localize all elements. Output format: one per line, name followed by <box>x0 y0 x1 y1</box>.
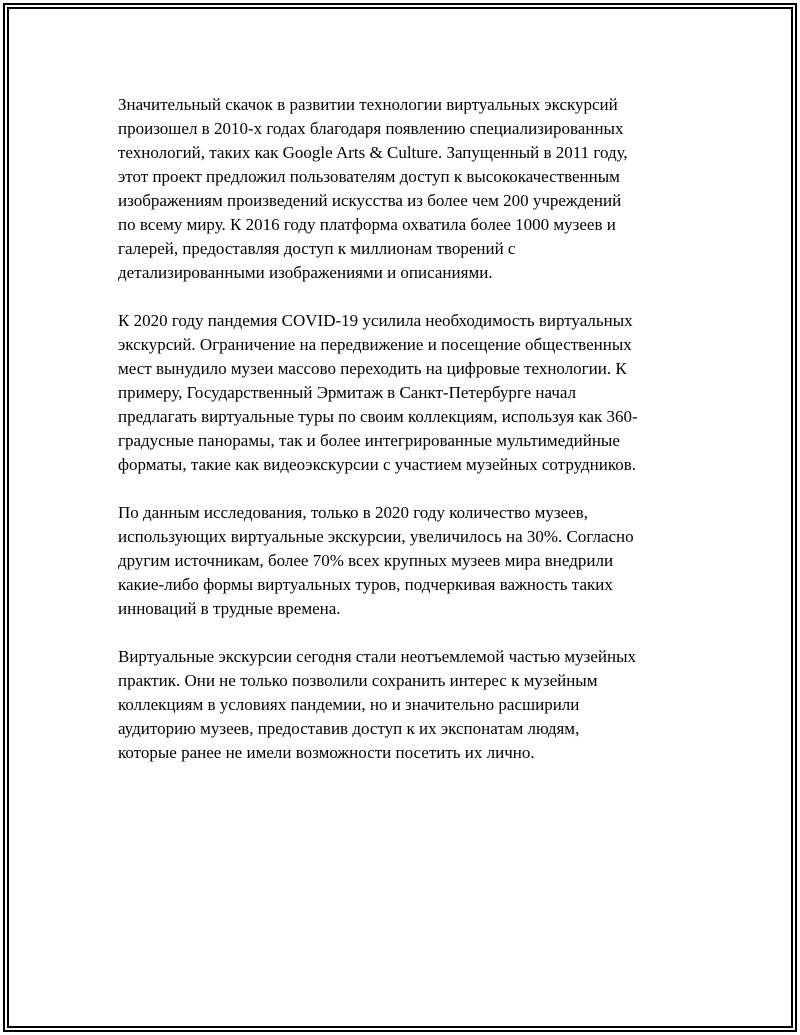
paragraph-line: изображениям произведений искусства из более чем 200 учреждений <box>118 191 622 210</box>
paragraph-1 <box>118 93 688 285</box>
paragraph-line: мест вынудило музеи массово переходить на цифровые технологии. К <box>118 359 627 378</box>
paragraph-line: предлагать виртуальные туры по своим коллекциям, используя как 360- <box>118 407 638 426</box>
paragraph-line: форматы, такие как видеоэкскурсии с участием музейных сотрудников. <box>118 455 637 474</box>
paragraph-line: Виртуальные экскурсии сегодня стали неотъемлемой частью музейных <box>118 647 636 666</box>
paragraph-4 <box>118 645 688 765</box>
paragraph-line: галерей, предоставляя доступ к миллионам творений с <box>118 239 516 258</box>
paragraph-line: другим источникам, более 70% всех крупных музеев мира внедрили <box>118 551 614 570</box>
paragraph-line: К 2020 году пандемия COVID-19 усилила необходимость виртуальных <box>118 311 633 330</box>
paragraph-line: градусные панорамы, так и более интегрированные мультимедийные <box>118 431 620 450</box>
paragraph-line: использующих виртуальные экскурсии, увеличилось на 30%. Согласно <box>118 527 634 546</box>
paragraph-line: экскурсий. Ограничение на передвижение и посещение общественных <box>118 335 632 354</box>
document-body <box>118 93 688 789</box>
paragraph-line: какие-либо формы виртуальных туров, подчеркивая важность таких <box>118 575 613 594</box>
paragraph-2 <box>118 309 688 477</box>
paragraph-line: которые ранее не имели возможности посетить их лично. <box>118 743 535 762</box>
paragraph-line: этот проект предложил пользователям доступ к высококачественным <box>118 167 620 186</box>
paragraph-line: По данным исследования, только в 2020 году количество музеев, <box>118 503 588 522</box>
paragraph-line: по всему миру. К 2016 году платформа охватила более 1000 музеев и <box>118 215 616 234</box>
paragraph-line: произошел в 2010-х годах благодаря появлению специализированных <box>118 119 624 138</box>
paragraph-line: инноваций в трудные времена. <box>118 599 341 618</box>
paragraph-line: практик. Они не только позволили сохранить интерес к музейным <box>118 671 598 690</box>
paragraph-3 <box>118 501 688 621</box>
paragraph-line: коллекциям в условиях пандемии, но и значительно расширили <box>118 695 580 714</box>
paragraph-line: аудиторию музеев, предоставив доступ к их экспонатам людям, <box>118 719 580 738</box>
paragraph-line: примеру, Государственный Эрмитаж в Санкт-Петербурге начал <box>118 383 577 402</box>
paragraph-line: Значительный скачок в развитии технологии виртуальных экскурсий <box>118 95 618 114</box>
paragraph-line: детализированными изображениями и описаниями. <box>118 263 493 282</box>
paragraph-line: технологий, таких как Google Arts & Culture. Запущенный в 2011 году, <box>118 143 628 162</box>
